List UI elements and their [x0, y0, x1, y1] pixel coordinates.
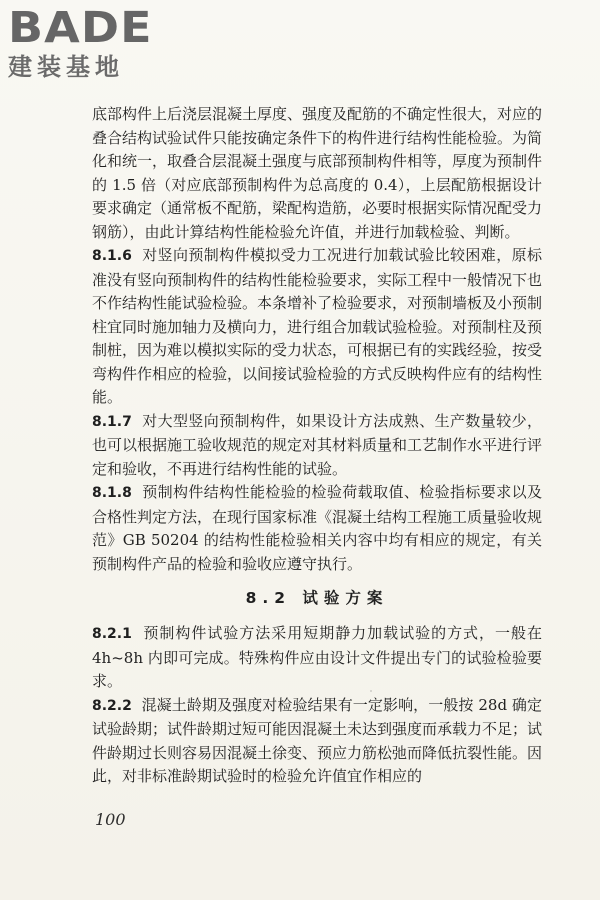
watermark-subtitle: 建装基地: [8, 53, 124, 81]
clause-number: 8.2.1: [92, 626, 132, 642]
paragraph-text: 预制构件试验方法采用短期静力加载试验的方式，一般在 4h~8h 内即可完成。特殊构件应由设计文件提出专门的试验检验要求。: [92, 624, 542, 690]
watermark-logo: [8, 4, 193, 86]
paragraph-text: 混凝土龄期及强度对检验结果有一定影响，一般按 28d 确定试验龄期；试件龄期过短可能因混凝土未达到强度而承载力不足；试件龄期过长则容易因混凝土徐变、预应力筋松弛而降低抗裂性能。因此，对非标准龄期试验时的检验允许值宜作相应的: [92, 695, 543, 785]
scan-speck: [370, 690, 372, 692]
document-body: [92, 103, 542, 789]
paragraph-8-1-8: [92, 481, 542, 576]
clause-number: 8.1.7: [92, 413, 132, 430]
paragraph-8-1-7: [92, 410, 542, 482]
clause-number: 8.1.8: [92, 485, 132, 501]
paragraph-8-2-2: [92, 694, 542, 789]
watermark-logo-text: BADE: [8, 3, 153, 53]
paragraph-intro: [92, 103, 542, 244]
paragraph-text: 预制构件结构性能检验的检验荷载取值、检验指标要求以及合格性判定方法，在现行国家标准《混凝土结构工程施工质量验收规范》GB 50204 的结构性能检验相关内容中均有相应的规定，有关预制构件产品的检验和验收应遵守执行。: [92, 483, 543, 573]
paragraph-text: 底部构件上后浇层混凝土厚度、强度及配筋的不确定性很大，对应的叠合结构试验试件只能按确定条件下的构件进行结构性能检验。为简化和统一，取叠合层混凝土强度与底部预制构件相等，厚度为预制件的 1.5 倍（对应底部预制构件为总高度的 0.4），上层配筋根据设计要求确定（通常板不配筋，梁配构造筋，必要时根据实际情况配受力钢筋），由此计算结构性能检验允许值，并进行加载检验、判断。: [92, 105, 543, 241]
paragraph-8-1-6: [92, 244, 542, 410]
page-number: 100: [95, 810, 126, 829]
clause-number: 8.2.2: [92, 697, 132, 714]
scan-speck: [404, 330, 407, 333]
paragraph-8-2-1: [92, 622, 542, 694]
paragraph-text: 对竖向预制构件模拟受力工况进行加载试验比较困难，原标准没有竖向预制构件的结构性能检验要求，实际工程中一般情况下也不作结构性能试验检验。本条增补了检验要求，对预制墙板及小预制柱宜同时施加轴力及横向力，进行组合加载试验检验。对预制柱及预制桩，因为难以模拟实际的受力状态，可根据已有的实践经验，按受弯构件作相应的检验，以间接试验检验的方式反映构件应有的结构性能。: [92, 246, 543, 406]
section-heading: 8.2 试验方案: [245, 589, 389, 607]
clause-number: 8.1.6: [92, 248, 132, 264]
paragraph-text: 对大型竖向预制构件，如果设计方法成熟、生产数量较少，也可以根据施工验收规范的规定对其材料质量和工艺制作水平进行评定和验收，不再进行结构性能的试验。: [92, 411, 543, 478]
